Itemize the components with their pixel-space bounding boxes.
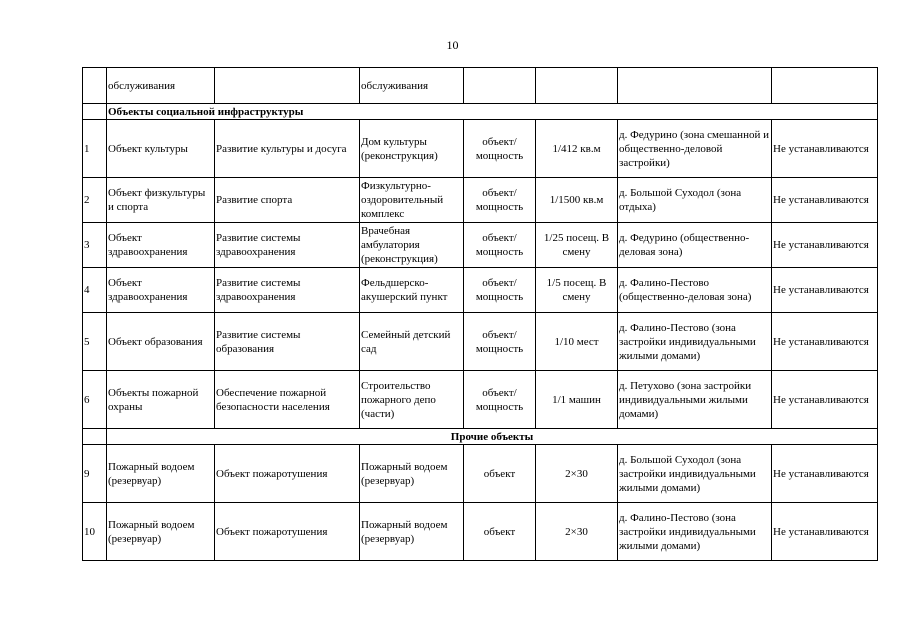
unit-cell xyxy=(464,68,536,104)
table-row xyxy=(83,178,878,223)
purpose-cell: Объект пожаротушения xyxy=(215,503,360,561)
zone-cell: Не устанавливаются xyxy=(772,445,878,503)
object-cell: обслуживания xyxy=(360,68,464,104)
section-number-cell xyxy=(83,104,107,120)
object-cell: Врачебная амбулатория (реконструкция) xyxy=(360,223,464,268)
location-cell xyxy=(618,68,772,104)
value-cell: 1/10 мест xyxy=(536,313,618,371)
object-name-cell: Объекты пожарной охраны xyxy=(107,371,215,429)
row-number: 1 xyxy=(83,120,107,178)
section-header-row xyxy=(83,429,878,445)
table-row xyxy=(83,503,878,561)
zone-cell: Не устанавливаются xyxy=(772,503,878,561)
table-row xyxy=(83,223,878,268)
object-name-cell: Объект здравоохранения xyxy=(107,268,215,313)
section-title: Прочие объекты xyxy=(107,429,878,445)
row-number: 10 xyxy=(83,503,107,561)
table-row xyxy=(83,371,878,429)
purpose-cell: Развитие системы здравоохранения xyxy=(215,223,360,268)
location-cell: д. Петухово (зона застройки индивидуальными жилыми домами) xyxy=(618,371,772,429)
unit-cell: объект xyxy=(464,445,536,503)
zone-cell: Не устанавливаются xyxy=(772,371,878,429)
object-name-cell: Пожарный водоем (резервуар) xyxy=(107,503,215,561)
location-cell: д. Федурино (общественно-деловая зона) xyxy=(618,223,772,268)
location-cell: д. Фалино-Пестово (зона застройки индивидуальными жилыми домами) xyxy=(618,313,772,371)
object-name-cell: Пожарный водоем (резервуар) xyxy=(107,445,215,503)
row-number: 2 xyxy=(83,178,107,223)
location-cell: д. Большой Суходол (зона застройки индивидуальными жилыми домами) xyxy=(618,445,772,503)
object-name-cell: Объект здравоохранения xyxy=(107,223,215,268)
object-cell: Пожарный водоем (резервуар) xyxy=(360,503,464,561)
value-cell: 1/1500 кв.м xyxy=(536,178,618,223)
row-number: 3 xyxy=(83,223,107,268)
zone-cell: Не устанавливаются xyxy=(772,120,878,178)
object-cell: Дом культуры (реконструкция) xyxy=(360,120,464,178)
object-name-cell: Объект культуры xyxy=(107,120,215,178)
row-number: 6 xyxy=(83,371,107,429)
object-cell: Физкультурно-оздоровительный комплекс xyxy=(360,178,464,223)
row-number: 9 xyxy=(83,445,107,503)
object-cell: Строительство пожарного депо (части) xyxy=(360,371,464,429)
table-row xyxy=(83,313,878,371)
location-cell: д. Большой Суходол (зона отдыха) xyxy=(618,178,772,223)
zone-cell: Не устанавливаются xyxy=(772,313,878,371)
table-row xyxy=(83,268,878,313)
value-cell: 1/25 посещ. В смену xyxy=(536,223,618,268)
planning-table xyxy=(82,67,878,561)
unit-cell: объект/ мощность xyxy=(464,120,536,178)
unit-cell: объект/ мощность xyxy=(464,371,536,429)
unit-cell: объект/ мощность xyxy=(464,178,536,223)
value-cell: 1/5 посещ. В смену xyxy=(536,268,618,313)
zone-cell: Не устанавливаются xyxy=(772,223,878,268)
section-header-row xyxy=(83,104,878,120)
table-row xyxy=(83,120,878,178)
zone-cell xyxy=(772,68,878,104)
row-number: 5 xyxy=(83,313,107,371)
zone-cell: Не устанавливаются xyxy=(772,178,878,223)
object-cell: Пожарный водоем (резервуар) xyxy=(360,445,464,503)
object-cell: Фельдшерско-акушерский пункт xyxy=(360,268,464,313)
object-name-cell: Объект физкультуры и спорта xyxy=(107,178,215,223)
value-cell xyxy=(536,68,618,104)
object-name-cell: Объект образования xyxy=(107,313,215,371)
location-cell: д. Фалино-Пестово (общественно-деловая зона) xyxy=(618,268,772,313)
section-number-cell xyxy=(83,429,107,445)
purpose-cell: Развитие системы образования xyxy=(215,313,360,371)
location-cell: д. Фалино-Пестово (зона застройки индивидуальными жилыми домами) xyxy=(618,503,772,561)
value-cell: 2×30 xyxy=(536,445,618,503)
page-number: 10 xyxy=(446,38,459,52)
unit-cell: объект/ мощность xyxy=(464,313,536,371)
purpose-cell: Развитие спорта xyxy=(215,178,360,223)
location-cell: д. Федурино (зона смешанной и общественно-деловой застройки) xyxy=(618,120,772,178)
value-cell: 2×30 xyxy=(536,503,618,561)
section-title: Объекты социальной инфраструктуры xyxy=(107,104,878,120)
unit-cell: объект/ мощность xyxy=(464,223,536,268)
value-cell: 1/1 машин xyxy=(536,371,618,429)
row-number-cell xyxy=(83,68,107,104)
table-row xyxy=(83,445,878,503)
table-row xyxy=(83,68,878,104)
value-cell: 1/412 кв.м xyxy=(536,120,618,178)
purpose-cell: Развитие системы здравоохранения xyxy=(215,268,360,313)
object-cell: Семейный детский сад xyxy=(360,313,464,371)
object-name-cell: обслуживания xyxy=(107,68,215,104)
purpose-cell: Развитие культуры и досуга xyxy=(215,120,360,178)
row-number: 4 xyxy=(83,268,107,313)
purpose-cell xyxy=(215,68,360,104)
zone-cell: Не устанавливаются xyxy=(772,268,878,313)
unit-cell: объект/ мощность xyxy=(464,268,536,313)
purpose-cell: Объект пожаротушения xyxy=(215,445,360,503)
unit-cell: объект xyxy=(464,503,536,561)
purpose-cell: Обеспечение пожарной безопасности населения xyxy=(215,371,360,429)
